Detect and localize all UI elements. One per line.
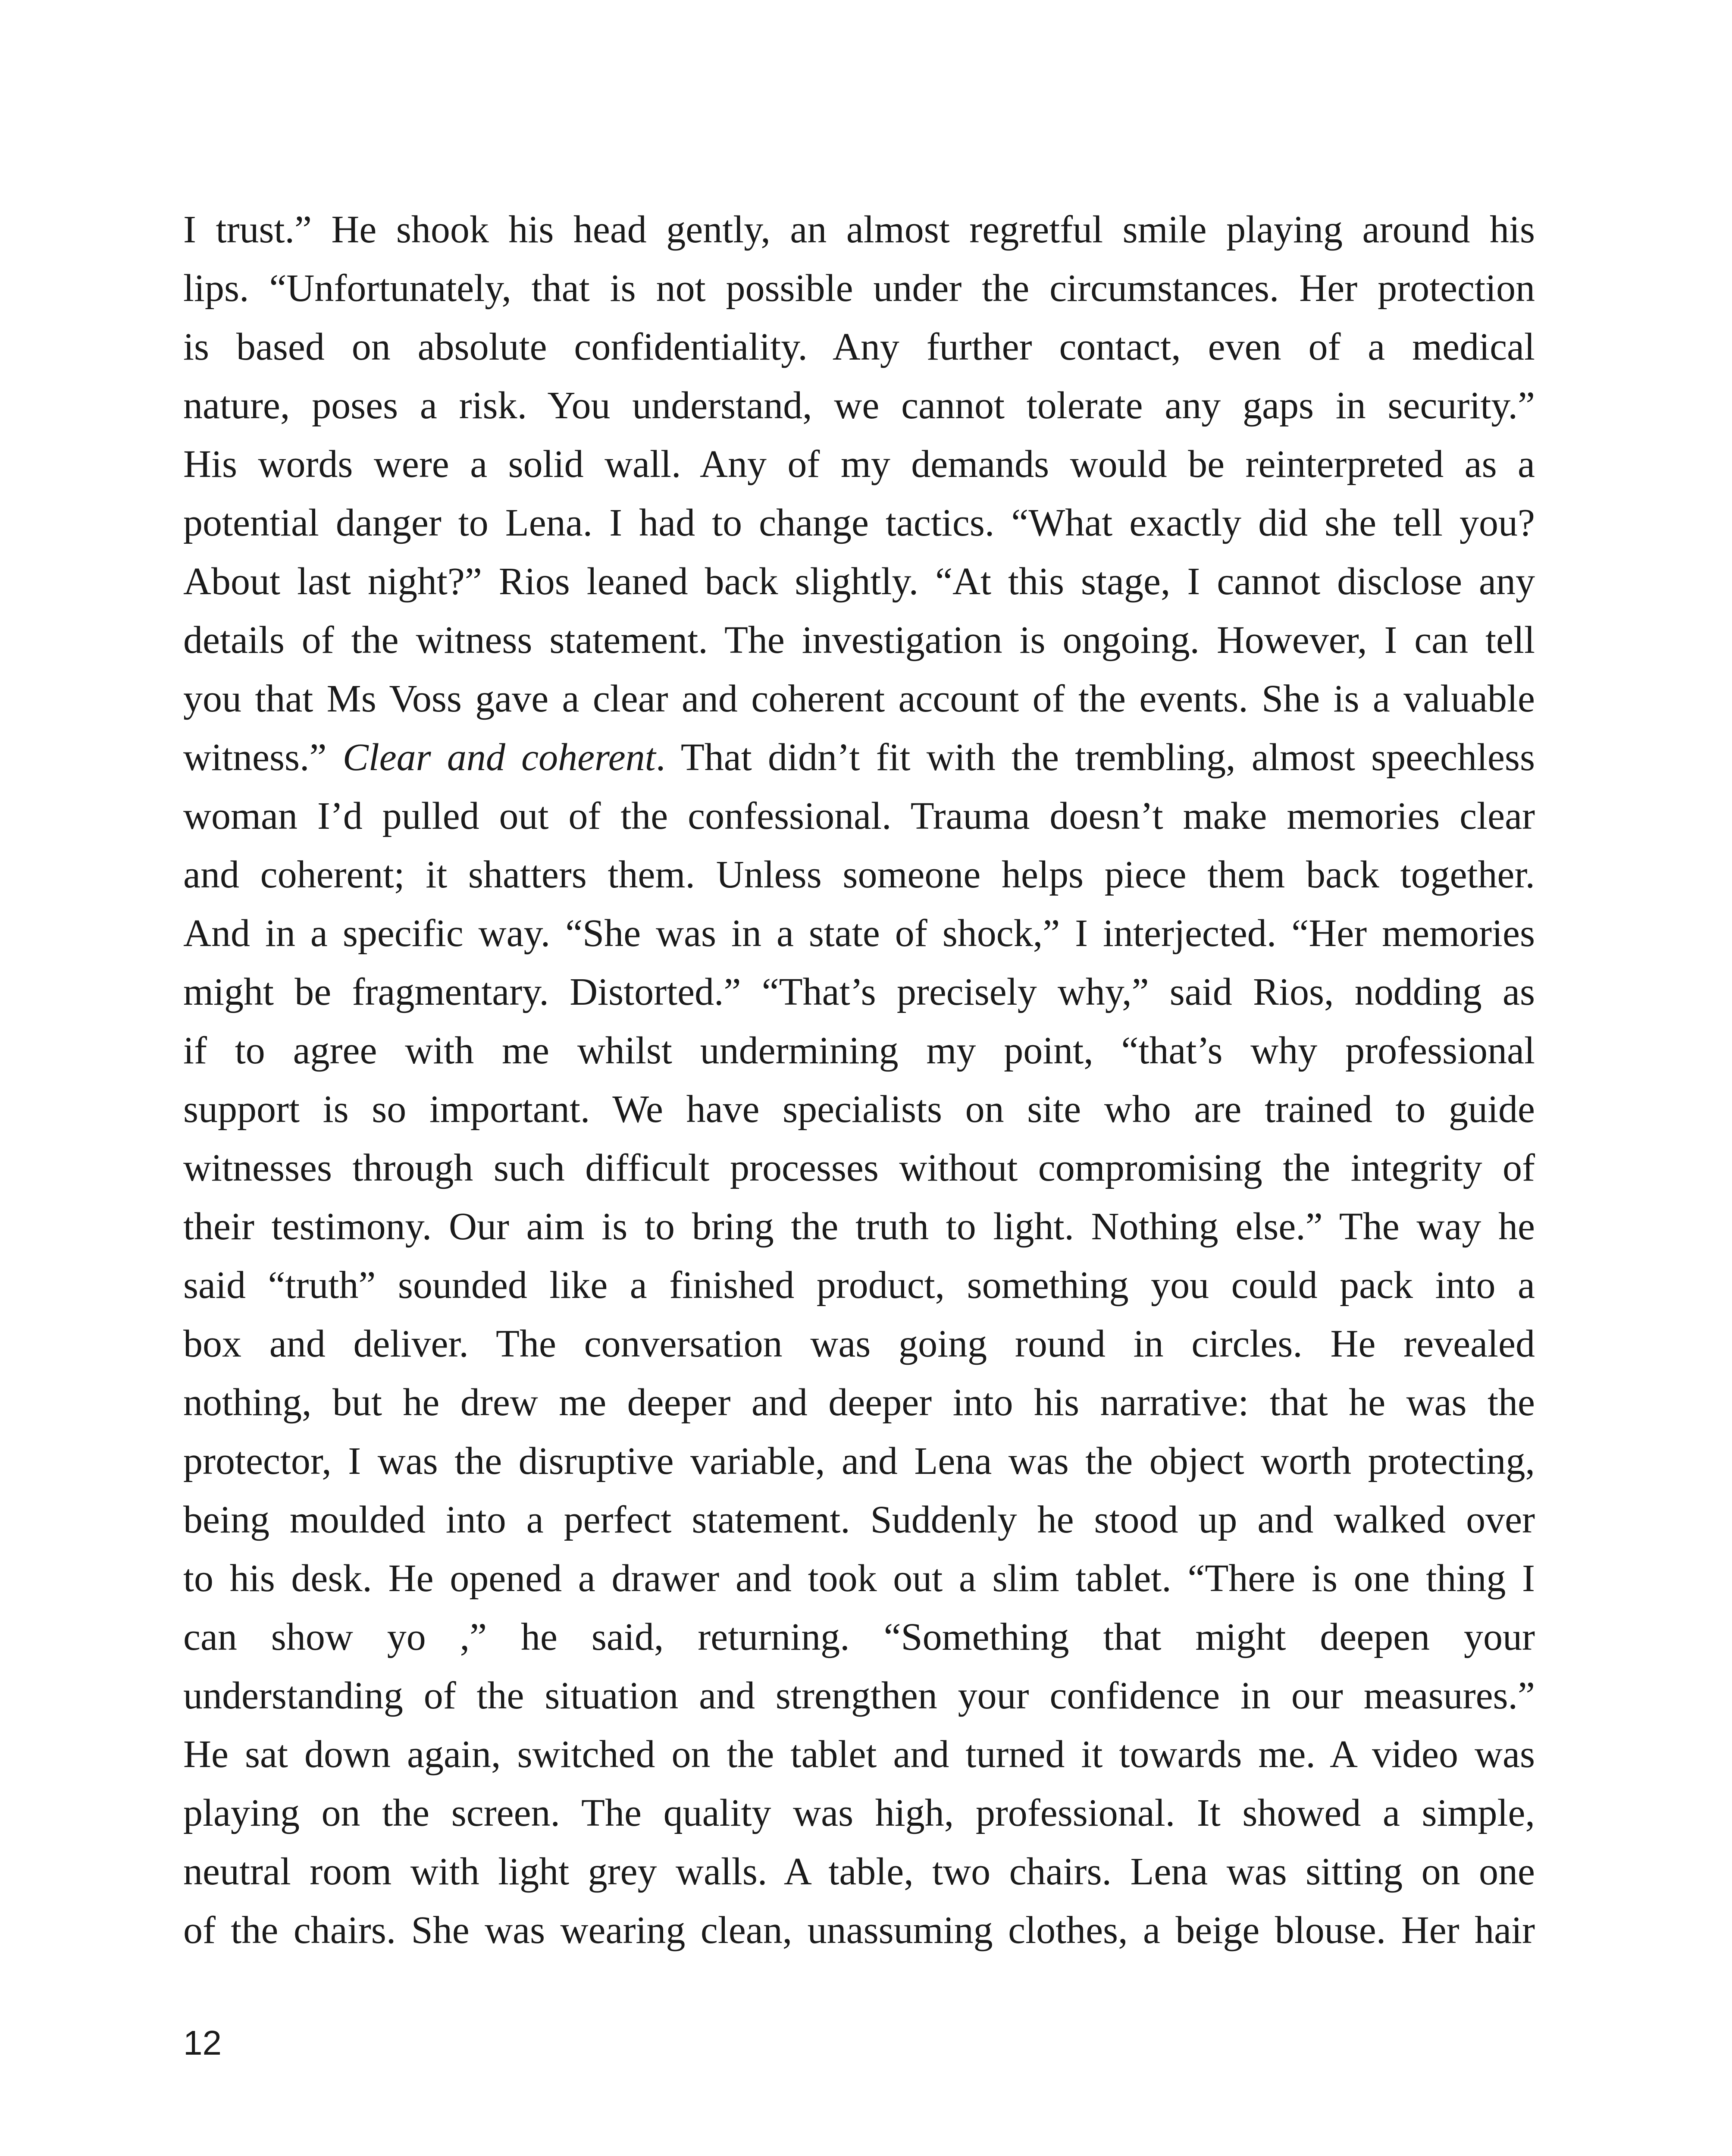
text-line: And in a specific way. “She was in a state of shock,” I interjected. “Her memories	[183, 912, 1535, 955]
text-line: understanding of the situation and strengthen your confidence in our measures.”	[183, 1674, 1535, 1717]
body-text	[183, 201, 1535, 1960]
text-line: About last night?” Rios leaned back slightly. “At this stage, I cannot disclose any	[183, 560, 1535, 603]
text-line: support is so important. We have specialists on site who are trained to guide	[183, 1088, 1535, 1131]
text-segment: witness.”	[183, 736, 343, 779]
text-line: neutral room with light grey walls. A table, two chairs. Lena was sitting on one	[183, 1850, 1535, 1893]
text-line: nothing, but he drew me deeper and deeper into his narrative: that he was the	[183, 1381, 1535, 1424]
text-line: His words were a solid wall. Any of my demands would be reinterpreted as a	[183, 443, 1535, 486]
text-line: is based on absolute confidentiality. Any further contact, even of a medical	[183, 326, 1535, 368]
page-number: 12	[183, 2024, 222, 2062]
text-line: I trust.” He shook his head gently, an almost regretful smile playing around his	[183, 208, 1535, 251]
text-line: witnesses through such difficult processes without compromising the integrity of	[183, 1147, 1535, 1189]
text-line: to his desk. He opened a drawer and took out a slim tablet. “There is one thing I	[183, 1557, 1535, 1600]
text-line: might be fragmentary. Distorted.” “That’s precisely why,” said Rios, nodding as	[183, 971, 1535, 1013]
text-line-with-italic	[183, 728, 1535, 787]
text-line: lips. “Unfortunately, that is not possible under the circumstances. Her protection	[183, 267, 1535, 310]
text-line: of the chairs. She was wearing clean, unassuming clothes, a beige blouse. Her hair	[183, 1909, 1535, 1952]
text-line: being moulded into a perfect statement. Suddenly he stood up and walked over	[183, 1498, 1535, 1541]
text-line: nature, poses a risk. You understand, we cannot tolerate any gaps in security.”	[183, 384, 1535, 427]
text-line: said “truth” sounded like a finished product, something you could pack into a	[183, 1264, 1535, 1307]
text-line: their testimony. Our aim is to bring the truth to light. Nothing else.” The way he	[183, 1205, 1535, 1248]
text-line: He sat down again, switched on the tablet and turned it towards me. A video was	[183, 1733, 1535, 1776]
text-line: if to agree with me whilst undermining my point, “that’s why professional	[183, 1029, 1535, 1072]
text-line: playing on the screen. The quality was high, professional. It showed a simple,	[183, 1792, 1535, 1834]
text-line: woman I’d pulled out of the confessional. Trauma doesn’t make memories clear	[183, 795, 1535, 837]
text-line: can show yo ,” he said, returning. “Something that might deepen your	[183, 1616, 1535, 1658]
text-segment: . That didn’t fit with the trembling, almost speechless	[655, 736, 1535, 779]
text-line: protector, I was the disruptive variable, and Lena was the object worth protecting,	[183, 1440, 1535, 1482]
text-line: details of the witness statement. The investigation is ongoing. However, I can tell	[183, 619, 1535, 661]
text-line: you that Ms Voss gave a clear and coherent account of the events. She is a valuable	[183, 677, 1535, 720]
text-line: and coherent; it shatters them. Unless someone helps piece them back together.	[183, 853, 1535, 896]
text-line: box and deliver. The conversation was going round in circles. He revealed	[183, 1322, 1535, 1365]
text-line: potential danger to Lena. I had to change tactics. “What exactly did she tell you?	[183, 501, 1535, 544]
italic-phrase: Clear and coherent	[342, 736, 656, 779]
